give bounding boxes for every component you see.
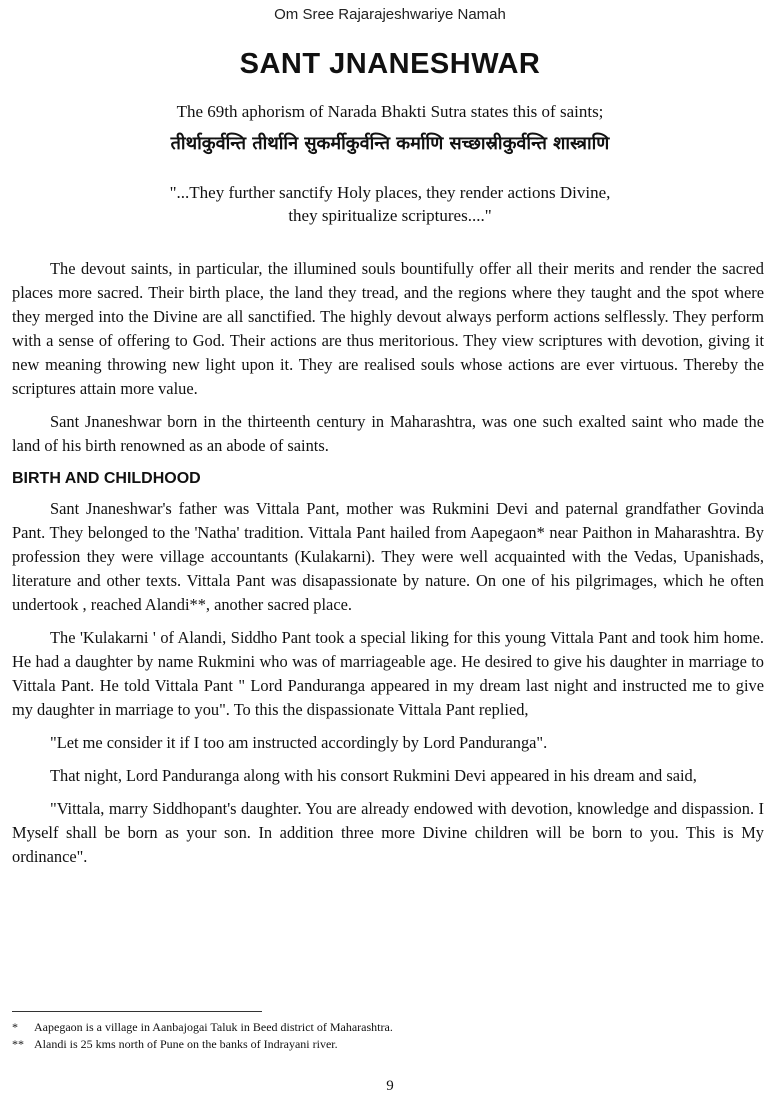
sanskrit-verse: तीर्थाकुर्वन्ति तीर्थानि सुकर्मीकुर्वन्ति कर्माणि सच्छास्रीकुर्वन्ति शास्त्राणि xyxy=(170,133,610,154)
paragraph: That night, Lord Panduranga along with his consort Rukmini Devi appeared in his dream and said, xyxy=(50,766,697,785)
body-text xyxy=(12,257,764,878)
footnote-mark: ** xyxy=(12,1037,24,1051)
paragraph: The devout saints, in particular, the illumined souls bountifully offer all their merits and render the sacred places more sacred. Their birth place, the land they tread, and the regions where they taught and the spot where they merged into the Divine are all sanctified. The highly devout always perform actions selflessly. They perform with a sense of offering to God. Their actions are thus meritorious. They view scriptures with devotion, giving it new meaning throwing new light upon it. They are realised souls whose actions are ever virtuous. Thereby the scriptures attain more value. xyxy=(12,259,764,398)
footnote-text: Alandi is 25 kms north of Pune on the banks of Indrayani river. xyxy=(34,1037,338,1051)
footnote-mark: * xyxy=(12,1020,18,1034)
footnote xyxy=(12,1019,752,1036)
aphorism-intro: The 69th aphorism of Narada Bhakti Sutra states this of saints; xyxy=(176,102,604,121)
page-header-invocation: Om Sree Rajarajeshwariye Namah xyxy=(274,6,506,23)
paragraph: Sant Jnaneshwar born in the thirteenth century in Maharashtra, was one such exalted saint who made the land of his birth renowned as an abode of saints. xyxy=(12,412,764,455)
paragraph: "Let me consider it if I too am instructed accordingly by Lord Panduranga". xyxy=(50,733,548,752)
quote-line-2: they spiritualize scriptures...." xyxy=(288,206,492,225)
translated-quote xyxy=(0,181,780,227)
paragraph: Sant Jnaneshwar's father was Vittala Pant, mother was Rukmini Devi and paternal grandfather Govinda Pant. They belonged to the 'Natha' tradition. Vittala Pant hailed from Aapegaon* near Paithon in Maharashtra. By profession they were village accountants (Kulakarni). They were well acquainted with the Vedas, Upanishads, literature and other texts. Vittala Pant was disapassionate by nature. On one of his pilgrimages, which he often undertook , reached Alandi**, another sacred place. xyxy=(12,499,764,614)
paragraph: "Vittala, marry Siddhopant's daughter. You are already endowed with devotion, knowledge and dispassion. I Myself shall be born as your son. In addition three more Divine children will be born to you. This is My ordinance". xyxy=(12,799,764,866)
paragraph: The 'Kulakarni ' of Alandi, Siddho Pant took a special liking for this young Vittala Pant and took him home. He had a daughter by name Rukmini who was of marriageable age. He desired to give his daughter in marriage to Vittala Pant. He told Vittala Pant " Lord Panduranga appeared in my dream last night and instructed me to give my daughter in marriage to you". To this the dispassionate Vittala Pant replied, xyxy=(12,628,764,719)
page-title: SANT JNANESHWAR xyxy=(239,48,541,80)
footnote-text: Aapegaon is a village in Aanbajogai Taluk in Beed district of Maharashtra. xyxy=(34,1020,393,1034)
quote-line-1: "...They further sanctify Holy places, they render actions Divine, xyxy=(169,183,611,202)
page-number: 9 xyxy=(386,1078,394,1094)
footnotes xyxy=(12,1019,752,1053)
footnote-divider xyxy=(12,1011,262,1012)
footnote xyxy=(12,1036,752,1053)
section-heading: BIRTH AND CHILDHOOD xyxy=(12,470,201,487)
